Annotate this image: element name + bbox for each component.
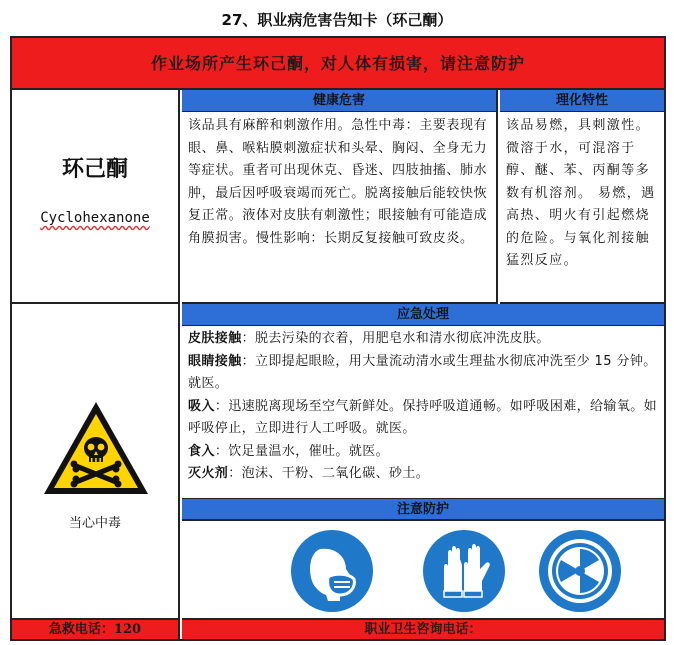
emergency-item-eyes: 眼睛接触：立即提起眼睑，用大量流动清水或生理盐水彻底冲洗至少 15 分钟。就医。 xyxy=(188,353,657,391)
emergency-item-inhalation: 吸入：迅速脱离现场至空气新鲜处。保持呼吸道通畅。如呼吸困难，给输氧。如呼吸停止，立即进行人工呼吸。就医。 xyxy=(188,398,658,436)
respirator-mask-icon xyxy=(290,529,374,613)
emergency-item-extinguisher: 灭火剂：泡沫、干粉、二氧化碳、砂土。 xyxy=(188,466,430,481)
protective-gloves-icon xyxy=(422,529,506,613)
protection-header: 注意防护 xyxy=(182,498,664,520)
chemical-name-cell xyxy=(12,90,180,304)
emergency-item-ingestion: 食入：饮足量温水，催吐。就医。 xyxy=(188,443,390,459)
hazard-caption: 当心中毒 xyxy=(68,516,121,531)
toxic-skull-warning-icon xyxy=(40,398,152,498)
emergency-list xyxy=(182,326,664,498)
page-title: 27、职业病危害告知卡（环己酮） xyxy=(221,11,453,29)
protection-icons xyxy=(182,520,664,618)
physical-properties-text: 该品易燃，具刺激性。微溶于水，可混溶于醇、醚、苯、丙酮等多数有机溶剂。 易燃，遇高热、明火有引起燃烧的危险。与氧化剂接触猛烈反应。 xyxy=(500,112,664,304)
emergency-header: 应急处理 xyxy=(182,304,664,326)
hazard-sign-cell xyxy=(12,304,180,618)
ventilation-fan-icon xyxy=(538,529,622,613)
health-hazard-header: 健康危害 xyxy=(182,90,498,112)
warning-banner: 作业场所产生环己酮，对人体有损害，请注意防护 xyxy=(12,38,664,90)
chemical-name-en: Cyclohexanone xyxy=(40,210,150,226)
emergency-phone: 急救电话：120 xyxy=(12,618,180,639)
hazard-notice-card xyxy=(10,36,666,641)
physical-properties-header: 理化特性 xyxy=(500,90,664,112)
chemical-name-cn: 环己酮 xyxy=(61,156,128,182)
consult-phone: 职业卫生咨询电话： xyxy=(182,618,664,639)
emergency-item-skin: 皮肤接触：脱去污染的衣着，用肥皂水和清水彻底冲洗皮肤。 xyxy=(188,331,550,346)
health-hazard-text: 该品具有麻醉和刺激作用。急性中毒：主要表现有眼、鼻、喉粘膜刺激症状和头晕、胸闷、全身无力等症状。重者可出现休克、昏迷、四肢抽搐、肺水肿，最后因呼吸衰竭而死亡。脱离接触后能较快恢复正常。液体对皮肤有刺激性；眼接触有可能造成角膜损害。慢性影响：长期反复接触可致皮炎。 xyxy=(182,112,498,304)
